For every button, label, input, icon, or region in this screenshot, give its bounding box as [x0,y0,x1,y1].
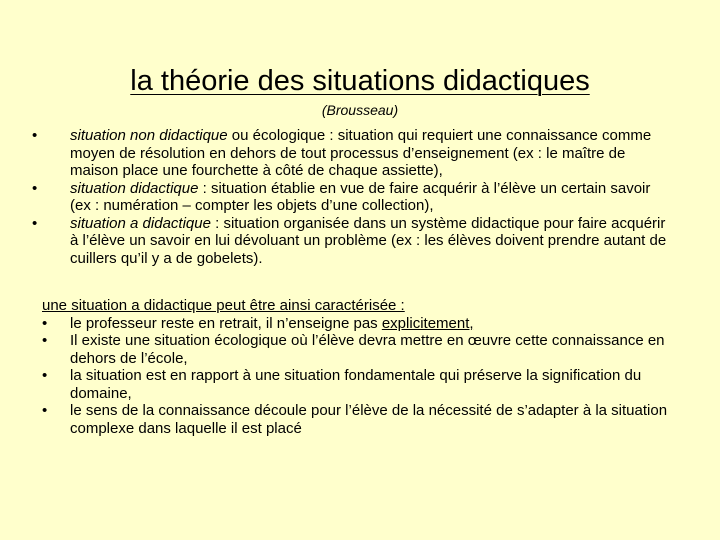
bullet: • [32,214,38,232]
list-item [30,215,670,268]
item-text: ou écologique : situation qui requiert une connaissance comme moyen de résolution en dehors de tout processus d’enseignement (ex : le maître de maison place une fourchette à côté de chaque assiette), [70,127,652,179]
item-term: situation didactique [70,179,199,197]
bullet: • [42,332,48,349]
item-text: la situation est en rapport à une situation fondamentale qui préserve la signification du domaine, [70,367,642,402]
bullet: • [42,314,48,332]
slide-title: la théorie des situations didactiques [130,65,590,97]
bullet: • [32,127,38,144]
list-item [30,180,670,215]
item-emphasis: explicitement, [381,314,474,332]
item-text: le professeur reste en retrait, il n’enseigne pas [70,314,382,332]
bullet: • [42,402,48,419]
item-text: : situation organisée dans un système didactique pour faire acquérir à l’élève un savoir en lui dévoluant un problème (ex : les élèves doivent prendre autant de cuillers qu’il y a de gobelets). [70,214,667,267]
bullet: • [32,179,38,197]
item-text: le sens de la connaissance découle pour l’élève de la nécessité de s’adapter à la situation complexe dans laquelle il est placé [70,402,668,437]
item-term: situation a didactique [70,214,211,232]
list-item [42,402,682,437]
situation-types-list [30,127,670,267]
list-item [30,127,670,180]
bullet: • [42,367,48,384]
item-text: Il existe une situation écologique où l’élève devra mettre en œuvre cette connaissance en dehors de l’école, [70,332,665,367]
item-term: situation non didactique [70,127,228,144]
characteristics-section [42,297,682,437]
list-item [42,315,682,333]
list-item [42,332,682,367]
section-heading: une situation a didactique peut être ainsi caractérisée : [42,297,405,314]
slide-subtitle: (Brousseau) [321,102,399,118]
list-item [42,367,682,402]
item-text: : situation établie en vue de faire acquérir à l’élève un certain savoir (ex : numération – compter les objets d’une collection), [70,179,651,214]
